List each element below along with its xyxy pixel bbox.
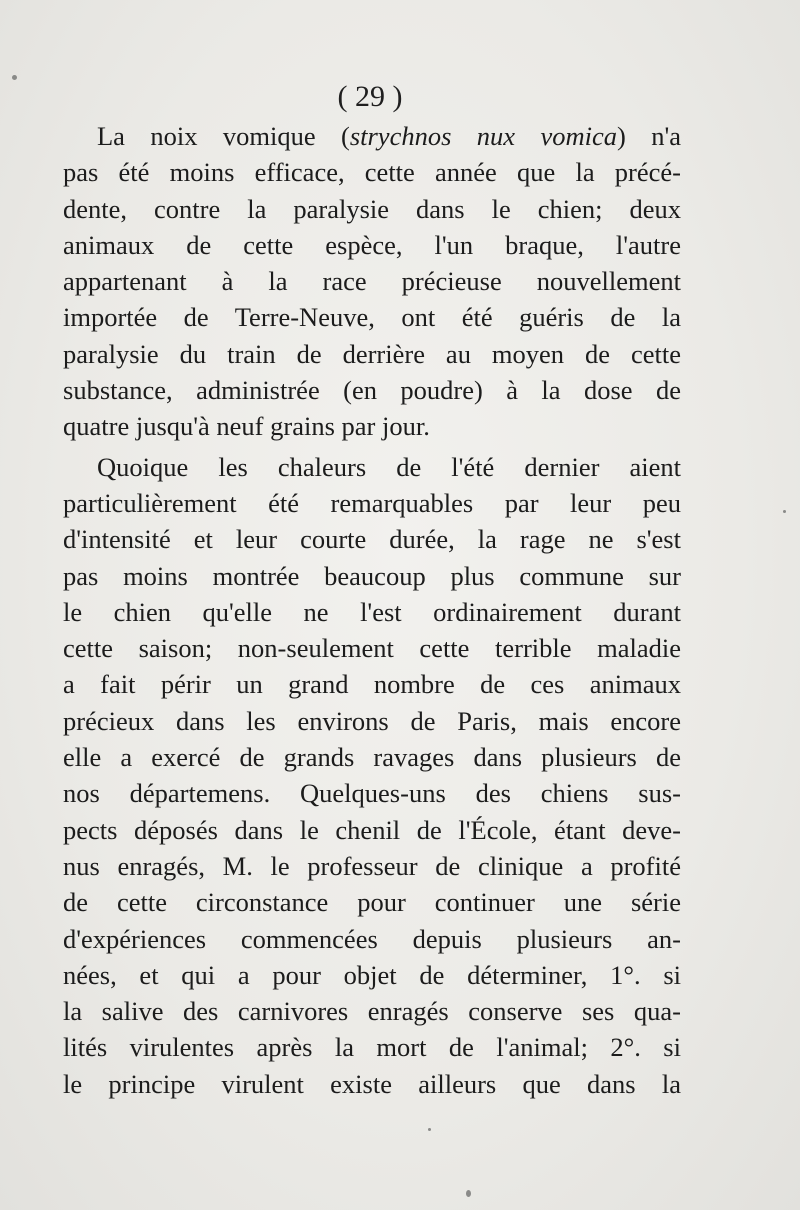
text-line: dente, contre la paralysie dans le chien; deux bbox=[63, 193, 681, 224]
text-line: de cette circonstance pour continuer une série bbox=[63, 887, 681, 918]
text-line: pects déposés dans le chenil de l'École, étant deve- bbox=[63, 814, 681, 845]
text-run: La noix vomique ( bbox=[97, 121, 350, 151]
text-line: cette saison; non-seulement cette terrible maladie bbox=[63, 633, 681, 664]
print-speck bbox=[466, 1190, 471, 1197]
print-speck bbox=[783, 510, 786, 513]
text-line: pas été moins efficace, cette année que la précé- bbox=[63, 157, 681, 188]
text-line: nus enragés, M. le professeur de clinique a profité bbox=[63, 850, 681, 881]
text-line: Quoique les chaleurs de l'été dernier aient bbox=[97, 451, 681, 482]
text-line: importée de Terre-Neuve, ont été guéris de la bbox=[63, 302, 681, 333]
text-line: appartenant à la race précieuse nouvellement bbox=[63, 266, 681, 297]
text-line: d'expériences commencées depuis plusieurs an- bbox=[63, 923, 681, 954]
text-line: le principe virulent existe ailleurs que dans la bbox=[63, 1068, 681, 1099]
text-line: nées, et qui a pour objet de déterminer, 1°. si bbox=[63, 959, 681, 990]
text-line: nos départemens. Quelques-uns des chiens sus- bbox=[63, 778, 681, 809]
page-number: ( 29 ) bbox=[337, 80, 403, 113]
text-line: précieux dans les environs de Paris, mais encore bbox=[63, 705, 681, 736]
latin-species-name: strychnos nux vomica bbox=[349, 121, 617, 151]
text-line: pas moins montrée beaucoup plus commune sur bbox=[63, 560, 681, 591]
text-line: a fait périr un grand nombre de ces animaux bbox=[63, 669, 681, 700]
paragraph-1 bbox=[63, 118, 681, 445]
paragraph-2 bbox=[63, 449, 681, 1102]
text-line: quatre jusqu'à neuf grains par jour. bbox=[63, 411, 430, 442]
text-line: d'intensité et leur courte durée, la rage ne s'est bbox=[63, 524, 681, 555]
text-line bbox=[63, 118, 681, 154]
text-line: elle a exercé de grands ravages dans plusieurs de bbox=[63, 742, 681, 773]
text-line: le chien qu'elle ne l'est ordinairement durant bbox=[63, 596, 681, 627]
text-line: lités virulentes après la mort de l'animal; 2°. si bbox=[63, 1032, 681, 1063]
text-line: paralysie du train de derrière au moyen de cette bbox=[63, 338, 681, 369]
text-line: particulièrement été remarquables par leur peu bbox=[63, 487, 681, 518]
text-line: la salive des carnivores enragés conserve ses qua- bbox=[63, 996, 681, 1027]
text-run: ) n'a bbox=[616, 121, 681, 151]
text-line: animaux de cette espèce, l'un braque, l'autre bbox=[63, 229, 681, 260]
print-speck bbox=[428, 1128, 431, 1131]
text-line: substance, administrée (en poudre) à la dose de bbox=[63, 375, 681, 406]
body-text bbox=[63, 118, 681, 1102]
